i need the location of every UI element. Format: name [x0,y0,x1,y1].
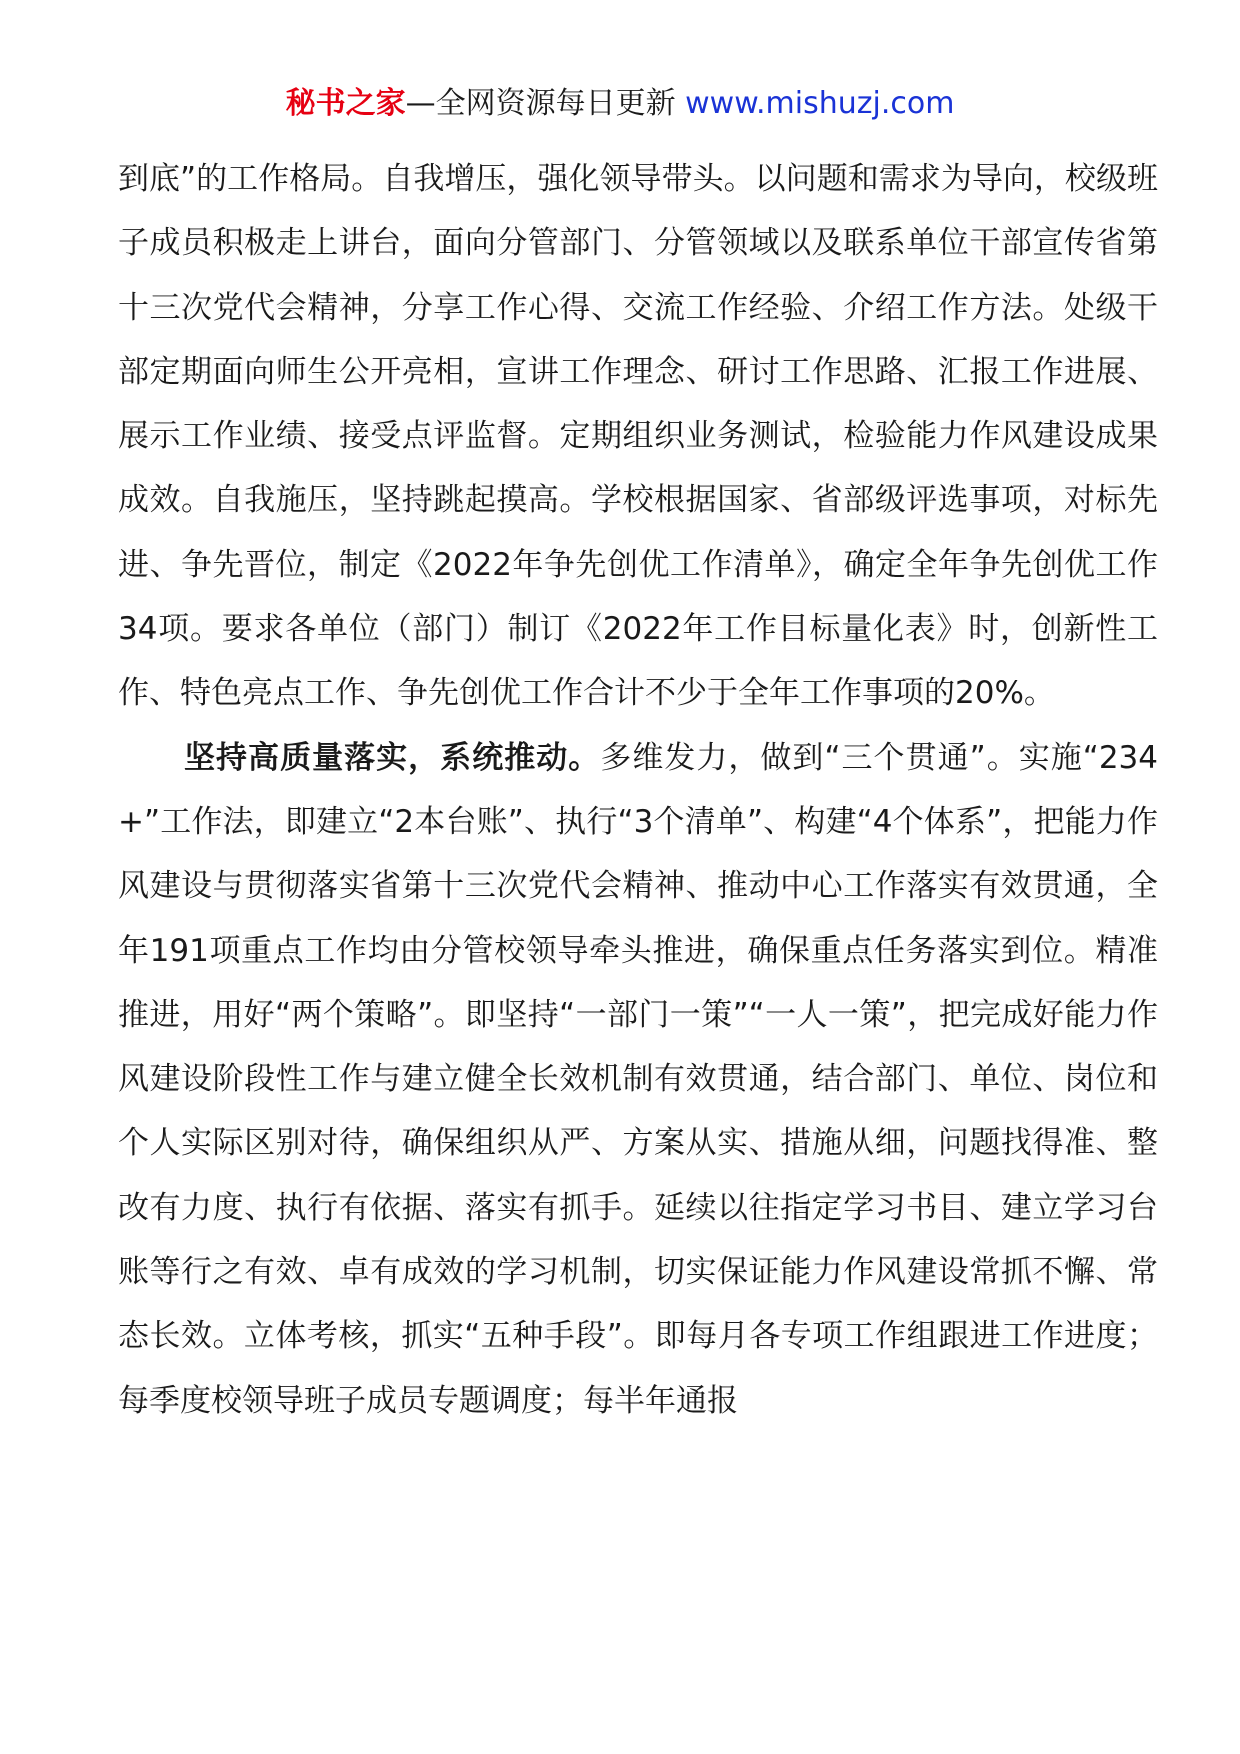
site-url-link[interactable]: www.mishuzj.com [685,86,955,121]
paragraph-2-text: 多维发力，做到“三个贯通”。实施“234+”工作法，即建立“2本台账”、执行“3个清单”、构建“4个体系”，把能力作风建设与贯彻落实省第十三次党代会精神、推动中心工作落实有效贯通，全年191项重点工作均由分管校领导牵头推进，确保重点任务落实到位。精准推进，用好“两个策略”。即坚持“一部门一策”“一人一策”，把完成好能力作风建设阶段性工作与建立健全长效机制有效贯通，结合部门、单位、岗位和个人实际区别对待，确保组织从严、方案从实、措施从细，问题找得准、整改有力度、执行有依据、落实有抓手。延续以往指定学习书目、建立学习台账等行之有效、卓有成效的学习机制，切实保证能力作风建设常抓不懈、常态长效。立体考核，抓实“五种手段”。即每月各专项工作组跟进工作进度；每季度校领导班子成员专题调度；每半年通报 [118,739,1158,1419]
body-paragraph-1: 到底”的工作格局。自我增压，强化领导带头。以问题和需求为导向，校级班子成员积极走上讲台，面向分管部门、分管领域以及联系单位干部宣传省第十三次党代会精神，分享工作心得、交流工作经验、介绍工作方法。处级干部定期面向师生公开亮相，宣讲工作理念、研讨工作思路、汇报工作进展、展示工作业绩、接受点评监督。定期组织业务测试，检验能力作风建设成果成效。自我施压，坚持跳起摸高。学校根据国家、省部级评选事项，对标先进、争先晋位，制定《2022年争先创优工作清单》，确定全年争先创优工作34项。要求各单位（部门）制订《2022年工作目标量化表》时，创新性工作、特色亮点工作、争先创优工作合计不少于全年工作事项的20%。 [118,161,1158,712]
paragraph-lead-heading: 坚持高质量落实，系统推动。 [184,739,601,776]
document-body [118,147,1158,1433]
site-tagline: —全网资源每日更新 [405,86,686,121]
site-brand: 秘书之家 [285,86,406,121]
site-header [0,84,1240,124]
body-paragraph-2 [118,726,1158,1433]
